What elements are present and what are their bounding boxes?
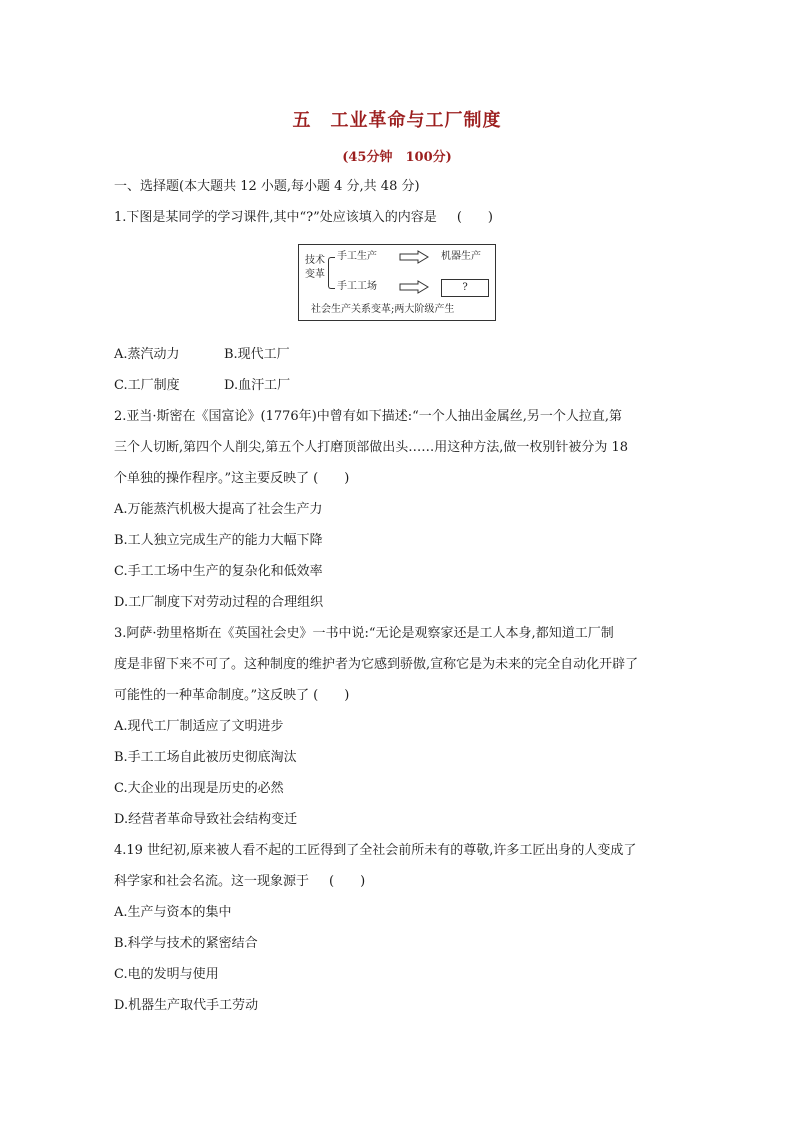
exam-duration-score: (45分钟 100分) <box>342 150 452 165</box>
question-4-line-1: 4.19 世纪初,原来被人看不起的工匠得到了全社会前所未有的尊敬,许多工匠出身的人变成了 <box>114 843 637 858</box>
diagram-row1-to: 机器生产 <box>441 251 481 262</box>
question-1-options-row-1 <box>114 339 684 370</box>
answer-blank: ( ) <box>313 688 350 703</box>
arrow-right-icon <box>399 250 429 264</box>
option-d: D.经营者革命导致社会结构变迁 <box>114 812 298 827</box>
section-heading: 一、选择题(本大题共 12 小题,每小题 4 分,共 48 分) <box>114 179 420 194</box>
answer-blank: ( ) <box>456 210 493 225</box>
question-1-diagram <box>298 244 496 321</box>
answer-blank: ( ) <box>329 874 366 889</box>
option-d: D.血汗工厂 <box>224 378 291 393</box>
question-2-line-3 <box>114 463 684 494</box>
option-c: C.电的发明与使用 <box>114 967 219 982</box>
question-3-line-2: 度是非留下来不可了。这种制度的维护者为它感到骄傲,宣称它是为未来的完全自动化开辟了 <box>114 657 639 672</box>
brace-icon <box>328 257 335 289</box>
diagram-row2-from: 手工工场 <box>337 281 377 292</box>
option-a: A.生产与资本的集中 <box>114 905 232 920</box>
option-d: D.工厂制度下对劳动过程的合理组织 <box>114 595 324 610</box>
option-c: C.大企业的出现是历史的必然 <box>114 781 284 796</box>
option-a: A.蒸汽动力 <box>114 347 180 362</box>
option-b: B.科学与技术的紧密结合 <box>114 936 258 951</box>
option-c: C.工厂制度 <box>114 378 180 393</box>
question-4-text-end: 科学家和社会名流。这一现象源于 <box>114 874 310 889</box>
diagram-row1-from: 手工生产 <box>337 251 377 262</box>
option-a: A.现代工厂制适应了文明进步 <box>114 719 284 734</box>
diagram-footer: 社会生产关系变革;两大阶级产生 <box>311 304 455 315</box>
diagram-label-change: 变革 <box>305 269 325 280</box>
diagram-question-box: ? <box>441 279 489 297</box>
question-2-line-2: 三个人切断,第四个人削尖,第五个人打磨顶部做出头……用这种方法,做一枚别针被分为 18 <box>114 440 629 455</box>
question-1-text: 1.下图是某同学的学习课件,其中“?”处应该填入的内容是 <box>114 210 437 225</box>
question-1-options-row-2 <box>114 370 684 401</box>
diagram-label-tech: 技术 <box>305 255 325 266</box>
answer-blank: ( ) <box>313 471 350 486</box>
option-b: B.现代工厂 <box>224 347 290 362</box>
option-d: D.机器生产取代手工劳动 <box>114 998 259 1013</box>
question-3-line-3 <box>114 680 684 711</box>
exam-content <box>114 176 684 1021</box>
question-3-text-end: 可能性的一种革命制度。”这反映了 <box>114 688 310 703</box>
option-b: B.工人独立完成生产的能力大幅下降 <box>114 533 323 548</box>
option-b: B.手工工场自此被历史彻底淘汰 <box>114 750 297 765</box>
question-2-text-end: 个单独的操作程序。”这主要反映了 <box>114 471 310 486</box>
option-a: A.万能蒸汽机极大提高了社会生产力 <box>114 502 323 517</box>
question-2-line-1: 2.亚当·斯密在《国富论》(1776年)中曾有如下描述:“一个人抽出金属丝,另一个人拉直,第 <box>114 409 623 424</box>
page-title: 五 工业革命与工厂制度 <box>292 110 502 131</box>
arrow-right-icon <box>399 280 429 294</box>
question-3-line-1: 3.阿萨·勃里格斯在《英国社会史》一书中说:“无论是观察家还是工人本身,都知道工厂制 <box>114 626 614 641</box>
option-c: C.手工工场中生产的复杂化和低效率 <box>114 564 323 579</box>
question-1-stem <box>114 207 684 228</box>
question-4-line-2 <box>114 866 684 897</box>
